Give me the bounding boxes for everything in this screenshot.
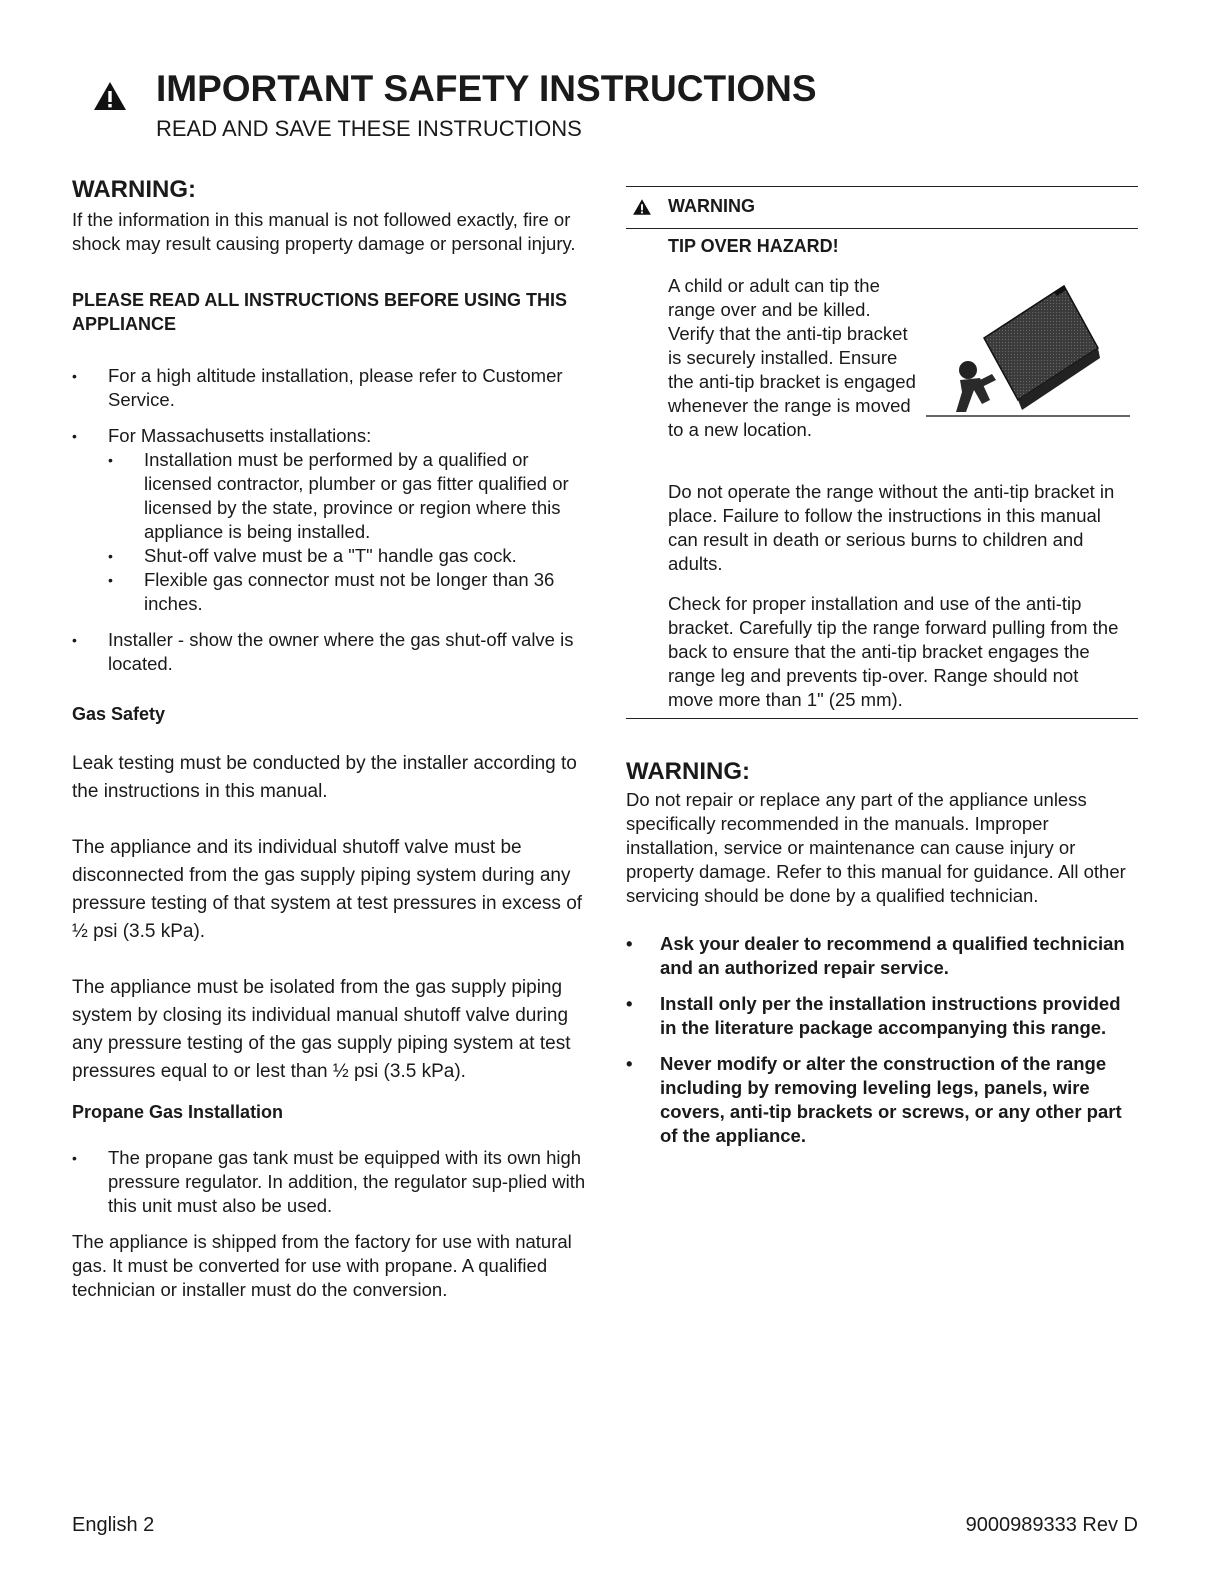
propane-heading: Propane Gas Installation bbox=[72, 1102, 284, 1122]
sub-list-item: • Flexible gas connector must not be longer than 36 inches. bbox=[108, 568, 588, 616]
warning-text: If the information in this manual is not followed exactly, fire or shock may result causing property damage or personal injury. bbox=[72, 209, 576, 254]
gas-safety-paragraph: Leak testing must be conducted by the installer according to the instructions in this manual. bbox=[72, 753, 577, 802]
footer-page-label: English 2 bbox=[72, 1514, 155, 1536]
warning-label: WARNING bbox=[668, 196, 755, 216]
propane-paragraph: The appliance is shipped from the factory for use with natural gas. It must be converted for use with propane. A qualified technician or installer must do the conversion. bbox=[72, 1231, 572, 1300]
warning-heading: WARNING: bbox=[72, 176, 196, 203]
warning-triangle-icon bbox=[632, 198, 652, 216]
list-item: • The propane gas tank must be equipped with its own high pressure regulator. In addition, the regulator sup-plied with this unit must also be used. bbox=[72, 1146, 588, 1218]
box-header-rule bbox=[626, 228, 1138, 229]
page-title: IMPORTANT SAFETY INSTRUCTIONS bbox=[156, 68, 817, 109]
propane-list bbox=[72, 1146, 588, 1218]
gas-safety-paragraph: The appliance and its individual shutoff valve must be disconnected from the gas supply piping system during any pressure testing of that system at test pressures in excess of ½ psi (3.5 kPa). bbox=[72, 837, 583, 942]
page-subtitle: READ AND SAVE THESE INSTRUCTIONS bbox=[156, 116, 582, 141]
tip-over-illustration bbox=[926, 278, 1130, 426]
box-bottom-rule bbox=[626, 718, 1138, 719]
gas-safety-heading: Gas Safety bbox=[72, 704, 166, 724]
tip-over-warning-box bbox=[626, 186, 1138, 726]
warning-text: Do not repair or replace any part of the appliance unless specifically recommended in the manuals. Improper installation, service or maintenance can cause injury or property damage. Refer to this manual for guidance. All other servicing should be done by a qualified technician. bbox=[626, 789, 1126, 906]
mass-sub-list bbox=[108, 448, 588, 616]
list-item bbox=[72, 424, 588, 616]
list-item-text: For a high altitude installation, please refer to Customer Service. bbox=[108, 365, 563, 410]
service-warning bbox=[626, 758, 1138, 1160]
please-read-heading: PLEASE READ ALL INSTRUCTIONS BEFORE USING THIS APPLIANCE bbox=[72, 290, 568, 334]
list-item-text: Installer - show the owner where the gas shut-off valve is located. bbox=[108, 629, 574, 674]
list-item bbox=[72, 628, 588, 676]
box-top-rule bbox=[626, 186, 1138, 187]
list-item: • Ask your dealer to recommend a qualified technician and an authorized repair service. bbox=[626, 932, 1138, 980]
left-column bbox=[72, 176, 588, 1302]
footer-doc-number: 9000989333 Rev D bbox=[965, 1514, 1138, 1536]
warning-heading: WARNING: bbox=[626, 758, 750, 785]
list-item: • Never modify or alter the construction of the range including by removing leveling legs, panels, wire covers, anti-tip brackets or screws, or any other part of the appliance. bbox=[626, 1052, 1138, 1148]
list-item bbox=[72, 364, 588, 412]
sub-list-item: • Installation must be performed by a qualified or licensed contractor, plumber or gas fitter qualified or licensed by the state, province or region where this appliance is being installed. bbox=[108, 448, 588, 544]
tip-over-heading: TIP OVER HAZARD! bbox=[668, 236, 839, 256]
gas-safety-paragraph: The appliance must be isolated from the gas supply piping system by closing its individual manual shutoff valve during any pressure testing of the gas supply piping system at test pressures equal to or lest than ½ psi (3.5 kPa). bbox=[72, 977, 571, 1082]
list-item-text: For Massachusetts installations: bbox=[108, 425, 372, 446]
warning-triangle-icon bbox=[92, 80, 128, 112]
tip-over-text: A child or adult can tip the range over and be killed. Verify that the anti-tip bracket is securely installed. Ensure the anti-tip bracket is engaged whenever the range is moved to a new location. bbox=[668, 275, 916, 440]
service-list bbox=[626, 932, 1138, 1148]
list-item: • Install only per the installation instructions provided in the literature package accompanying this range. bbox=[626, 992, 1138, 1040]
warning-label-row bbox=[632, 196, 755, 217]
tip-over-paragraph: Check for proper installation and use of the anti-tip bracket. Carefully tip the range forward pulling from the back to ensure that the anti-tip bracket engages the range leg and prevents tip-over. Range should not move more than 1" (25 mm). bbox=[668, 593, 1119, 710]
sub-list-item: • Shut-off valve must be a "T" handle gas cock. bbox=[108, 544, 588, 568]
install-list bbox=[72, 364, 588, 676]
tip-over-paragraph: Do not operate the range without the anti-tip bracket in place. Failure to follow the instructions in this manual can result in death or serious burns to children and adults. bbox=[668, 481, 1115, 574]
